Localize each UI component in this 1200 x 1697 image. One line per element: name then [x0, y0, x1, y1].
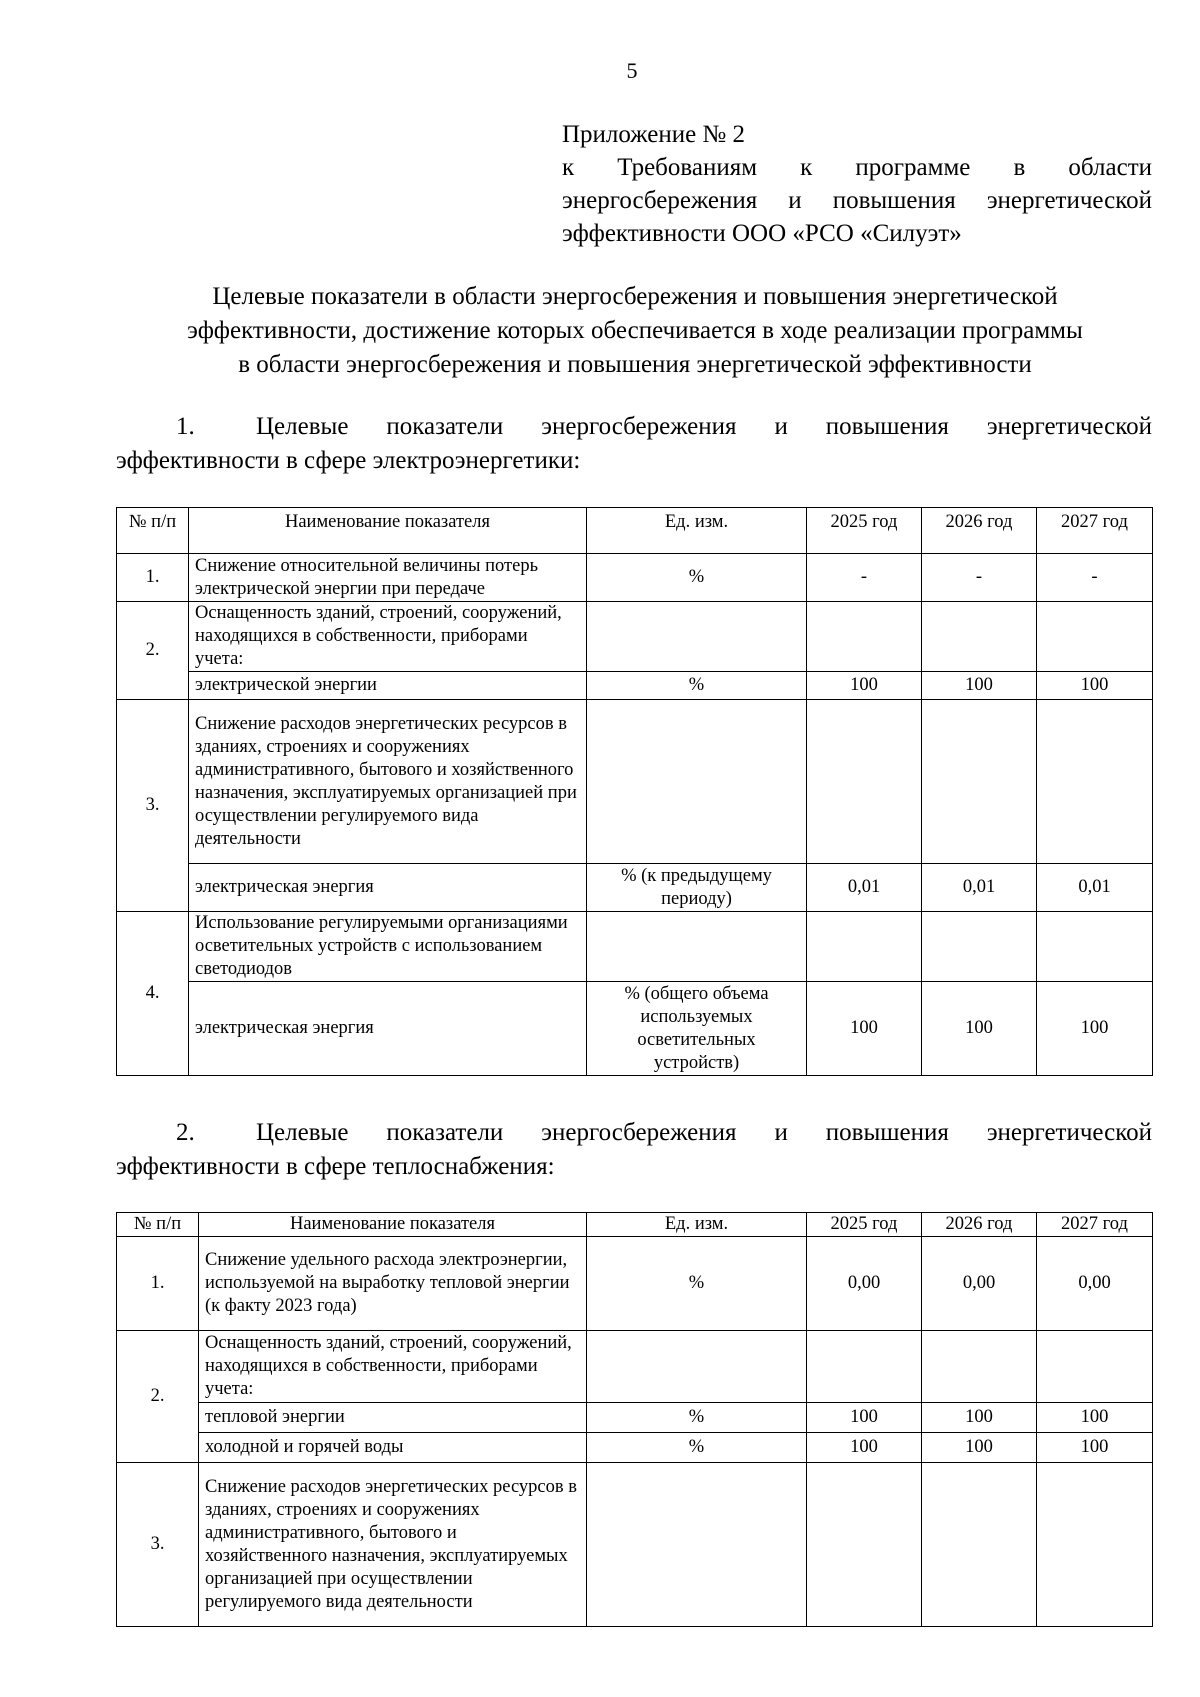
- row-number: 1.: [117, 554, 189, 602]
- page-number: 5: [626, 58, 638, 83]
- value-2025: 100: [807, 672, 922, 700]
- unit: %: [587, 554, 807, 602]
- row-number: 2.: [117, 602, 189, 700]
- indicator-subname: тепловой энергии: [199, 1403, 587, 1433]
- appendix-header: [562, 118, 1152, 250]
- column-header: 2027 год: [1037, 1213, 1153, 1237]
- value-2027: -: [1037, 554, 1153, 602]
- table-row: [117, 912, 1153, 982]
- unit: % (к предыдущему периоду): [587, 864, 807, 912]
- section-heading-text: эффективности в сфере теплоснабжения:: [116, 1153, 555, 1180]
- value-2026: 100: [922, 672, 1037, 700]
- value-2027: 0,01: [1037, 864, 1153, 912]
- column-header: № п/п: [117, 1213, 199, 1237]
- unit: %: [587, 672, 807, 700]
- heat-indicators-table: [116, 1212, 1153, 1627]
- value-2026: 100: [922, 982, 1037, 1076]
- unit: % (общего объема используемых осветительных устройств): [587, 982, 807, 1076]
- column-header: Наименование показателя: [199, 1213, 587, 1237]
- indicator-subname: холодной и горячей воды: [199, 1433, 587, 1463]
- value-2025: 100: [807, 982, 922, 1076]
- unit: %: [587, 1403, 807, 1433]
- table-subrow: [117, 1403, 1153, 1433]
- row-number: 3.: [117, 1463, 199, 1627]
- table-row: [117, 1237, 1153, 1331]
- value-2027: 0,00: [1037, 1237, 1153, 1331]
- value-2026: -: [922, 554, 1037, 602]
- value-2027: 100: [1037, 982, 1153, 1076]
- table-header-row: [117, 1213, 1153, 1237]
- column-header: 2025 год: [807, 1213, 922, 1237]
- value-2027: 100: [1037, 1403, 1153, 1433]
- table-header-row: [117, 508, 1153, 554]
- title-line: в области энергосбережения и повышения энергетической эффективности: [238, 351, 1032, 378]
- row-number: 4.: [117, 912, 189, 1076]
- unit: %: [587, 1237, 807, 1331]
- column-header: Ед. изм.: [587, 1213, 807, 1237]
- document-title: [110, 280, 1160, 382]
- column-header: 2026 год: [922, 508, 1037, 554]
- value-2026: 100: [922, 1433, 1037, 1463]
- indicator-name: Снижение расходов энергетических ресурсов в зданиях, строениях и сооружениях административного, бытового и хозяйственного назначения, эксплуатируемых организацией при осуществлении регулируемого вида деятельности: [199, 1463, 587, 1627]
- appendix-line: к Требованиям к программе в области: [562, 154, 1152, 181]
- value-2027: 100: [1037, 1433, 1153, 1463]
- appendix-line: эффективности ООО «РСО «Силуэт»: [562, 220, 962, 247]
- indicator-subname: электрическая энергия: [189, 982, 587, 1076]
- section-2-heading: [116, 1116, 1152, 1184]
- value-2026: 0,00: [922, 1237, 1037, 1331]
- table-subrow: [117, 864, 1153, 912]
- unit: %: [587, 1433, 807, 1463]
- section-heading-text: Целевые показатели энергосбережения и повышения энергетической: [256, 413, 1152, 440]
- row-number: 1.: [117, 1237, 199, 1331]
- value-2025: 100: [807, 1403, 922, 1433]
- table-subrow: [117, 982, 1153, 1076]
- section-1-heading: [116, 410, 1152, 478]
- indicator-name: Оснащенность зданий, строений, сооружений, находящихся в собственности, приборами учета:: [199, 1331, 587, 1403]
- appendix-title: Приложение № 2: [562, 121, 746, 148]
- section-heading-text: Целевые показатели энергосбережения и повышения энергетической: [256, 1119, 1152, 1146]
- indicator-name: Снижение расходов энергетических ресурсов в зданиях, строениях и сооружениях административного, бытового и хозяйственного назначения, эксплуатируемых организацией при осуществлении регулируемого вида деятельности: [189, 700, 587, 864]
- table-row: [117, 700, 1153, 864]
- value-2025: -: [807, 554, 922, 602]
- title-line: Целевые показатели в области энергосбережения и повышения энергетической: [212, 283, 1058, 310]
- indicator-name: Оснащенность зданий, строений, сооружений, находящихся в собственности, приборами учета:: [189, 602, 587, 672]
- section-number: 2.: [176, 1119, 195, 1146]
- indicator-subname: электрической энергии: [189, 672, 587, 700]
- column-header: 2025 год: [807, 508, 922, 554]
- electro-indicators-table: [116, 507, 1153, 1076]
- column-header: 2026 год: [922, 1213, 1037, 1237]
- table-subrow: [117, 1433, 1153, 1463]
- appendix-line: энергосбережения и повышения энергетической: [562, 187, 1152, 214]
- table-row: [117, 1463, 1153, 1627]
- table-row: [117, 554, 1153, 602]
- value-2025: 0,01: [807, 864, 922, 912]
- indicator-subname: электрическая энергия: [189, 864, 587, 912]
- indicator-name: Снижение относительной величины потерь электрической энергии при передаче: [189, 554, 587, 602]
- value-2026: 100: [922, 1403, 1037, 1433]
- column-header: Наименование показателя: [189, 508, 587, 554]
- column-header: № п/п: [117, 508, 189, 554]
- table-row: [117, 602, 1153, 672]
- title-line: эффективности, достижение которых обеспечивается в ходе реализации программы: [187, 317, 1083, 344]
- indicator-name: Использование регулируемыми организациями осветительных устройств с использованием светодиодов: [189, 912, 587, 982]
- section-number: 1.: [176, 413, 195, 440]
- value-2025: 0,00: [807, 1237, 922, 1331]
- column-header: 2027 год: [1037, 508, 1153, 554]
- value-2027: 100: [1037, 672, 1153, 700]
- value-2025: 100: [807, 1433, 922, 1463]
- indicator-name: Снижение удельного расхода электроэнергии, используемой на выработку тепловой энергии (к факту 2023 года): [199, 1237, 587, 1331]
- table-row: [117, 1331, 1153, 1403]
- row-number: 2.: [117, 1331, 199, 1463]
- row-number: 3.: [117, 700, 189, 912]
- table-subrow: [117, 672, 1153, 700]
- value-2026: 0,01: [922, 864, 1037, 912]
- section-heading-text: эффективности в сфере электроэнергетики:: [116, 447, 581, 474]
- column-header: Ед. изм.: [587, 508, 807, 554]
